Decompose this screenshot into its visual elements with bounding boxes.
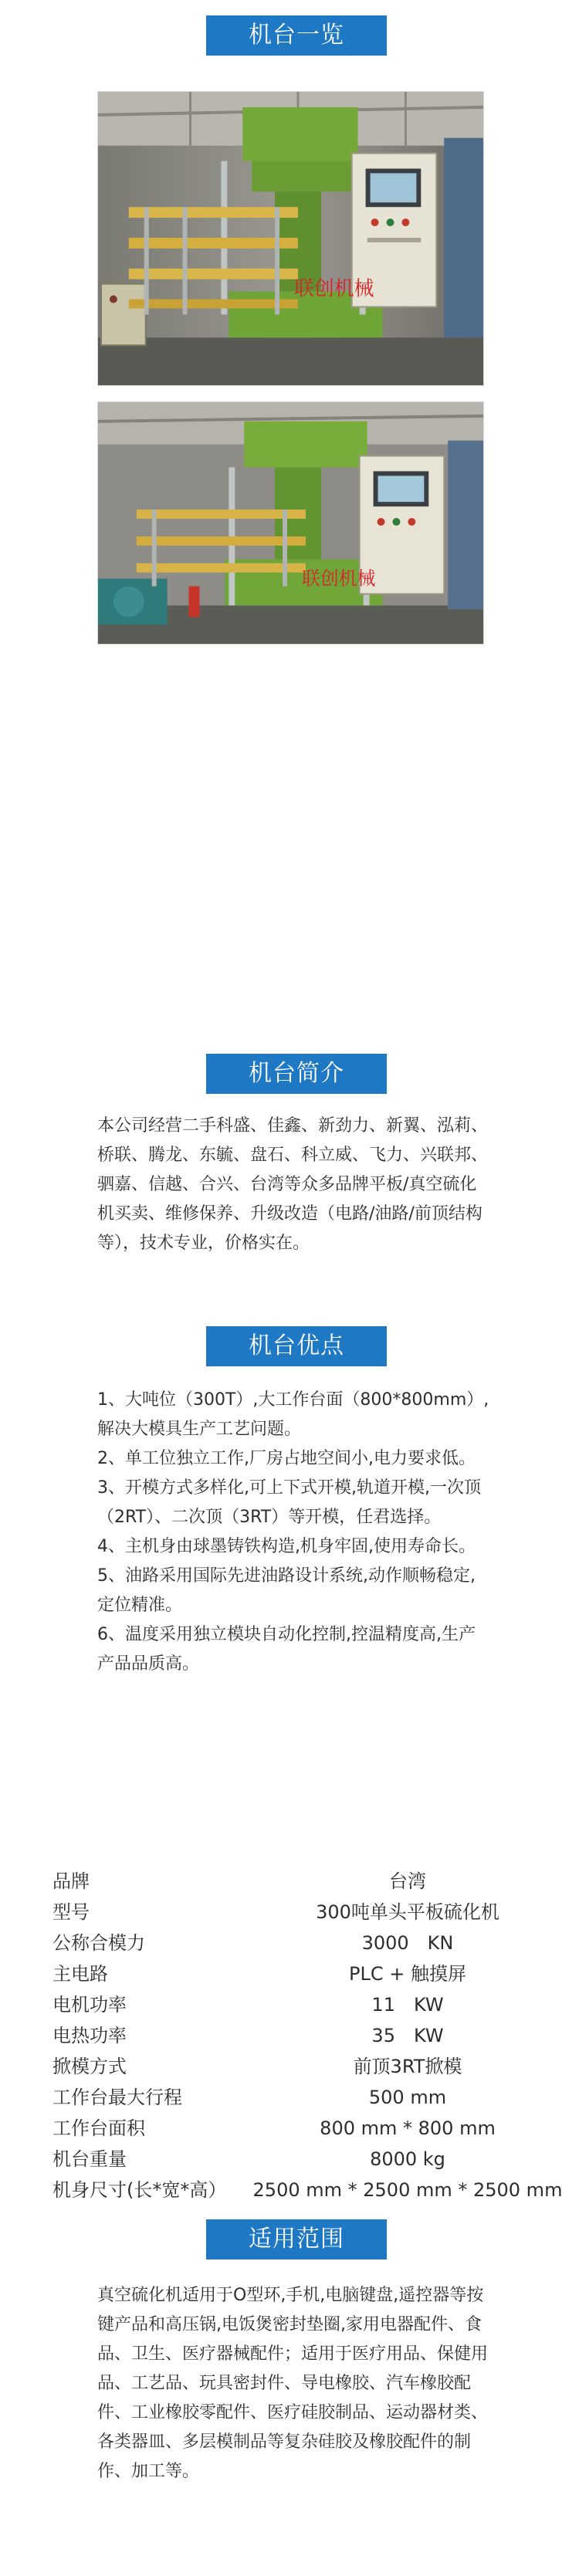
- machine-photo-2: [97, 401, 484, 645]
- spec-value: 3000 KN: [361, 1932, 454, 1954]
- scope-text: 真空硫化机适用于O型环,手机,电脑键盘,遥控器等按键产品和高压锅,电饭煲密封垫圈,家用电器配件、食品、卫生、医疗器械配件；适用于医疗用品、保健用品、工艺品、玩具密封件、导电橡胶、汽车橡胶配件、工业橡胶零配件、医疗硅胶制品、运动器材类、各类器皿、多层模制品等复杂硅胶及橡胶配件的制作、加工等。: [97, 2286, 489, 2481]
- intro-paragraph: [97, 1112, 489, 1258]
- spec-label: 机台重量: [52, 2148, 127, 2170]
- intro-section-title: 机台简介: [206, 1054, 387, 1094]
- spec-label: 品牌: [52, 1870, 90, 1892]
- advantage-item-3: 3、开模方式多样化,可上下式开模,轨道开模,一次顶（2RT）、二次顶（3RT）等开模，任君选择。: [97, 1478, 481, 1527]
- spec-row-weight: [52, 2144, 570, 2175]
- spec-label: 工作台面积: [52, 2117, 145, 2139]
- advantage-item-1: 1、大吨位（300T）,大工作台面（800*800mm）,解决大模具生产工艺问题。: [97, 1390, 489, 1439]
- advantages-list: [97, 1386, 489, 1679]
- spec-value: 8000 kg: [370, 2148, 445, 2170]
- advantage-item-5: 5、油路采用国际先进油路设计系统,动作顺畅稳定,定位精准。: [97, 1566, 476, 1615]
- machine-photo-1: [97, 91, 484, 386]
- scope-section-title: 适用范围: [206, 2219, 387, 2260]
- spec-value: PLC + 触摸屏: [349, 1963, 466, 1985]
- spec-row-mold-open-mode: [52, 2051, 570, 2082]
- spec-row-main-circuit: [52, 1958, 570, 1989]
- spec-label: 掀模方式: [52, 2056, 127, 2077]
- spec-row-dimensions: [52, 2175, 570, 2205]
- spec-label: 电热功率: [52, 2025, 127, 2046]
- spec-label: 主电路: [52, 1963, 108, 1985]
- advantage-item-2: 2、单工位独立工作,厂房占地空间小,电力要求低。: [97, 1449, 476, 1468]
- spec-value: 300吨单头平板硫化机: [316, 1901, 499, 1923]
- spec-row-heating-power: [52, 2020, 570, 2051]
- advantage-item-6: 6、温度采用独立模块自动化控制,控温精度高,生产产品品质高。: [97, 1625, 476, 1674]
- spec-value: 11 KW: [371, 1994, 444, 2016]
- spec-value: 800 mm * 800 mm: [320, 2117, 496, 2139]
- advantage-item-4: 4、主机身由球墨铸铁构造,机身牢固,使用寿命长。: [97, 1537, 476, 1556]
- spec-row-max-stroke: [52, 2082, 570, 2113]
- advantages-section-title: 机台优点: [206, 1326, 387, 1366]
- watermark-text-2: 联创机械: [301, 567, 376, 590]
- intro-text: 本公司经营二手科盛、佳鑫、新劲力、新翼、泓莉、桥联、腾龙、东毓、盘石、科立威、飞力、兴联邦、驷嘉、信越、合兴、台湾等众多品牌平板/真空硫化机买卖、维修保养、升级改造（电路/油路/前顶结构等），技术专业，价格实在。: [97, 1116, 489, 1253]
- spec-row-clamping-force: [52, 1928, 570, 1958]
- spec-value: 前顶3RT掀模: [353, 2056, 462, 2077]
- watermark-text-1: 联创机械: [293, 277, 374, 301]
- spec-row-model: [52, 1897, 570, 1928]
- spec-row-platen-area: [52, 2113, 570, 2144]
- spec-row-motor-power: [52, 1989, 570, 2020]
- spec-value: 台湾: [389, 1870, 426, 1892]
- scope-paragraph: [97, 2281, 489, 2486]
- spec-value: 500 mm: [368, 2087, 447, 2108]
- spec-table: [52, 1866, 570, 2205]
- spec-label: 机身尺寸(长*宽*高）: [52, 2179, 227, 2201]
- spec-label: 型号: [52, 1901, 90, 1923]
- spec-row-brand: [52, 1866, 570, 1897]
- spec-label: 公称合模力: [52, 1932, 145, 1954]
- spec-value: 35 KW: [371, 2025, 444, 2046]
- spec-label: 工作台最大行程: [52, 2087, 182, 2108]
- overview-section-title: 机台一览: [206, 15, 387, 56]
- spec-value: 2500 mm * 2500 mm * 2500 mm: [252, 2179, 563, 2201]
- spec-label: 电机功率: [52, 1994, 127, 2016]
